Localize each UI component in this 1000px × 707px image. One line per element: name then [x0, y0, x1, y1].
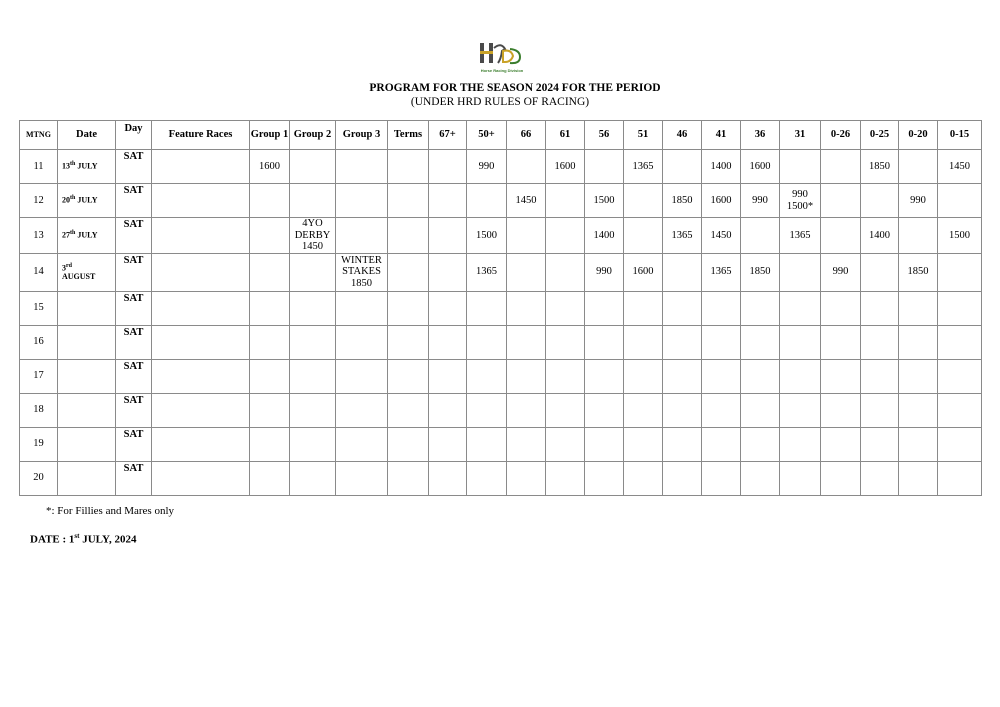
table-row: [20, 427, 982, 461]
day-cell: SAT: [116, 325, 152, 359]
race-cell: [336, 393, 388, 427]
race-cell: [250, 325, 290, 359]
race-cell: [507, 218, 546, 254]
mtng-cell: 20: [20, 461, 58, 495]
race-cell: [585, 150, 624, 184]
race-cell: [624, 184, 663, 218]
day-cell: SAT: [116, 461, 152, 495]
race-cell: [546, 253, 585, 291]
race-cell: [624, 325, 663, 359]
race-cell: 990: [821, 253, 861, 291]
day-cell: SAT: [116, 184, 152, 218]
column-header: MTNG: [20, 121, 58, 150]
day-cell: SAT: [116, 427, 152, 461]
table-row: [20, 461, 982, 495]
date-suffix: th: [70, 161, 76, 168]
race-cell: [250, 291, 290, 325]
race-cell: [861, 291, 899, 325]
table-row: [20, 359, 982, 393]
race-cell: [388, 461, 429, 495]
date-cell: [58, 427, 116, 461]
race-cell: [663, 461, 702, 495]
date-day: 13: [62, 161, 70, 171]
race-cell: [702, 393, 741, 427]
mtng-cell: 18: [20, 393, 58, 427]
date-suffix: rd: [66, 262, 72, 269]
race-cell: [624, 218, 663, 254]
column-header: Feature Races: [152, 121, 250, 150]
race-cell: [861, 461, 899, 495]
day-cell: SAT: [116, 218, 152, 254]
date-day: 20: [62, 195, 70, 205]
race-cell: [336, 291, 388, 325]
date-cell: [58, 291, 116, 325]
race-cell: [467, 325, 507, 359]
date-cell: [58, 359, 116, 393]
race-cell: [388, 291, 429, 325]
race-cell: 1365: [702, 253, 741, 291]
date-cell: [58, 393, 116, 427]
race-cell: [821, 291, 861, 325]
race-cell: [780, 253, 821, 291]
race-cell: [780, 461, 821, 495]
race-cell: [546, 218, 585, 254]
race-cell: [585, 325, 624, 359]
hrd-logo: [474, 40, 530, 76]
race-cell: [388, 325, 429, 359]
race-cell: 1400: [702, 150, 741, 184]
column-header: 36: [741, 121, 780, 150]
race-cell: [938, 461, 982, 495]
race-cell: 1365: [780, 218, 821, 254]
table-row: [20, 253, 982, 291]
mtng-cell: 11: [20, 150, 58, 184]
race-cell: [663, 359, 702, 393]
race-cell: [467, 359, 507, 393]
column-header: 41: [702, 121, 741, 150]
race-cell: [336, 325, 388, 359]
race-cell: [467, 291, 507, 325]
race-cell: 1500: [585, 184, 624, 218]
race-cell: [780, 359, 821, 393]
race-cell: [388, 427, 429, 461]
race-cell: [507, 359, 546, 393]
race-cell: [429, 184, 467, 218]
race-cell: 1450: [507, 184, 546, 218]
race-cell: 1365: [467, 253, 507, 291]
column-header: 61: [546, 121, 585, 150]
race-cell: 1400: [861, 218, 899, 254]
race-cell: [336, 150, 388, 184]
race-cell: [702, 359, 741, 393]
race-cell: [429, 218, 467, 254]
race-cell: 1500: [938, 218, 982, 254]
mtng-cell: 13: [20, 218, 58, 254]
column-header: Group 2: [290, 121, 336, 150]
column-header: 0-20: [899, 121, 938, 150]
race-cell: [507, 427, 546, 461]
date-cell: [58, 461, 116, 495]
race-cell: [546, 291, 585, 325]
race-cell: [780, 150, 821, 184]
race-cell: [938, 359, 982, 393]
page-title: PROGRAM FOR THE SEASON 2024 FOR THE PERIOD: [369, 82, 661, 94]
date-cell: [58, 218, 116, 254]
race-cell: [821, 393, 861, 427]
race-cell: 990: [467, 150, 507, 184]
race-cell: [152, 291, 250, 325]
program-table: [19, 120, 982, 496]
race-cell: [663, 325, 702, 359]
column-header: Day: [116, 121, 152, 150]
day-cell: SAT: [116, 291, 152, 325]
race-cell: 1500: [467, 218, 507, 254]
race-cell: [507, 253, 546, 291]
date-month: AUGUST: [62, 271, 96, 281]
race-cell: 1850: [663, 184, 702, 218]
column-header: 66: [507, 121, 546, 150]
race-cell: 1850: [899, 253, 938, 291]
table-row: [20, 218, 982, 254]
table-row: [20, 393, 982, 427]
race-cell: [741, 359, 780, 393]
day-cell: SAT: [116, 150, 152, 184]
race-cell: [780, 393, 821, 427]
race-cell: [429, 325, 467, 359]
race-cell: [336, 184, 388, 218]
race-cell: [546, 325, 585, 359]
race-cell: [336, 427, 388, 461]
race-cell: 990: [741, 184, 780, 218]
race-cell: [899, 291, 938, 325]
race-cell: 4YO DERBY 1450: [290, 218, 336, 254]
race-cell: [741, 325, 780, 359]
race-cell: [152, 184, 250, 218]
race-cell: [152, 325, 250, 359]
race-cell: [624, 291, 663, 325]
race-cell: [152, 218, 250, 254]
race-cell: [250, 393, 290, 427]
date-suffix: th: [70, 195, 76, 202]
race-cell: [388, 393, 429, 427]
race-cell: [429, 150, 467, 184]
race-cell: [546, 393, 585, 427]
race-cell: [507, 291, 546, 325]
race-cell: 1450: [938, 150, 982, 184]
date-cell: [58, 253, 116, 291]
race-cell: [741, 218, 780, 254]
date-day: 3: [62, 263, 66, 273]
column-header: 0-15: [938, 121, 982, 150]
race-cell: [507, 461, 546, 495]
race-cell: [388, 184, 429, 218]
race-cell: 990: [899, 184, 938, 218]
date-cell: [58, 184, 116, 218]
column-header: Date: [58, 121, 116, 150]
race-cell: [507, 150, 546, 184]
race-cell: [250, 253, 290, 291]
race-cell: [899, 325, 938, 359]
race-cell: [741, 427, 780, 461]
race-cell: [899, 218, 938, 254]
mtng-cell: 19: [20, 427, 58, 461]
table-row: [20, 325, 982, 359]
race-cell: [152, 359, 250, 393]
date-cell: [58, 325, 116, 359]
race-cell: [429, 427, 467, 461]
race-cell: 1450: [702, 218, 741, 254]
race-cell: 1365: [624, 150, 663, 184]
race-cell: [861, 325, 899, 359]
race-cell: [780, 427, 821, 461]
race-cell: [290, 427, 336, 461]
date-month: JULY: [75, 195, 98, 205]
date-suffix: th: [70, 230, 76, 237]
race-cell: 1850: [741, 253, 780, 291]
race-cell: [152, 253, 250, 291]
table-header-row: [20, 121, 982, 150]
race-cell: [290, 253, 336, 291]
race-cell: [467, 184, 507, 218]
race-cell: [624, 359, 663, 393]
race-cell: 1600: [624, 253, 663, 291]
race-cell: [388, 218, 429, 254]
race-cell: [821, 427, 861, 461]
race-cell: [467, 393, 507, 427]
race-cell: [624, 393, 663, 427]
column-header: 67+: [429, 121, 467, 150]
race-cell: [429, 253, 467, 291]
race-cell: [899, 150, 938, 184]
race-cell: [429, 291, 467, 325]
race-cell: [250, 427, 290, 461]
mtng-cell: 17: [20, 359, 58, 393]
table-body: [20, 150, 982, 496]
race-cell: [899, 461, 938, 495]
race-cell: 1600: [741, 150, 780, 184]
column-header: 46: [663, 121, 702, 150]
race-cell: [938, 427, 982, 461]
race-cell: [290, 150, 336, 184]
race-cell: [507, 325, 546, 359]
race-cell: [741, 461, 780, 495]
column-header: Terms: [388, 121, 429, 150]
race-cell: [336, 218, 388, 254]
race-cell: [388, 150, 429, 184]
race-cell: [821, 461, 861, 495]
race-cell: [861, 427, 899, 461]
race-cell: [290, 184, 336, 218]
page-subtitle: (UNDER HRD RULES OF RACING): [410, 96, 590, 108]
race-cell: [821, 184, 861, 218]
race-cell: [938, 325, 982, 359]
day-cell: SAT: [116, 359, 152, 393]
race-cell: [938, 184, 982, 218]
column-header: Group 3: [336, 121, 388, 150]
logo-caption: Horse Racing Division: [480, 68, 524, 73]
race-cell: [290, 359, 336, 393]
race-cell: [585, 393, 624, 427]
race-cell: [336, 359, 388, 393]
race-cell: [663, 393, 702, 427]
date-month: JULY: [75, 161, 98, 171]
race-cell: [429, 359, 467, 393]
column-header: 50+: [467, 121, 507, 150]
race-cell: [152, 427, 250, 461]
race-cell: [821, 325, 861, 359]
date-day: 27: [62, 230, 70, 240]
race-cell: [152, 150, 250, 184]
column-header: 0-25: [861, 121, 899, 150]
race-cell: [780, 325, 821, 359]
race-cell: [467, 461, 507, 495]
race-cell: [585, 461, 624, 495]
issue-date: [30, 532, 136, 546]
race-cell: [938, 253, 982, 291]
race-cell: [585, 359, 624, 393]
race-cell: 990: [585, 253, 624, 291]
race-cell: [546, 461, 585, 495]
race-cell: [663, 427, 702, 461]
mtng-cell: 14: [20, 253, 58, 291]
race-cell: [467, 427, 507, 461]
race-cell: [290, 393, 336, 427]
table-row: [20, 184, 982, 218]
race-cell: 1365: [663, 218, 702, 254]
column-header: 51: [624, 121, 663, 150]
race-cell: [336, 461, 388, 495]
race-cell: [290, 325, 336, 359]
race-cell: [429, 393, 467, 427]
race-cell: [585, 427, 624, 461]
race-cell: [546, 359, 585, 393]
race-cell: [250, 461, 290, 495]
race-cell: [702, 291, 741, 325]
day-cell: SAT: [116, 253, 152, 291]
race-cell: [250, 359, 290, 393]
race-cell: [250, 184, 290, 218]
race-cell: 1600: [546, 150, 585, 184]
race-cell: 1400: [585, 218, 624, 254]
column-header: 0-26: [821, 121, 861, 150]
mtng-cell: 16: [20, 325, 58, 359]
race-cell: [938, 291, 982, 325]
race-cell: [663, 253, 702, 291]
mtng-cell: 12: [20, 184, 58, 218]
column-header: 31: [780, 121, 821, 150]
table-row: [20, 291, 982, 325]
date-month: JULY: [75, 230, 98, 240]
race-cell: [250, 218, 290, 254]
race-cell: [585, 291, 624, 325]
table-row: [20, 150, 982, 184]
race-cell: [546, 184, 585, 218]
race-cell: [663, 150, 702, 184]
race-cell: [861, 253, 899, 291]
race-cell: [741, 393, 780, 427]
race-cell: [152, 461, 250, 495]
race-cell: [780, 291, 821, 325]
day-cell: SAT: [116, 393, 152, 427]
race-cell: [624, 461, 663, 495]
date-cell: [58, 150, 116, 184]
race-cell: [821, 218, 861, 254]
race-cell: [938, 393, 982, 427]
race-cell: [741, 291, 780, 325]
issue-date-suffix: JULY, 2024: [79, 533, 137, 546]
race-cell: [821, 150, 861, 184]
column-header: Group 1: [250, 121, 290, 150]
race-cell: [821, 359, 861, 393]
race-cell: [388, 253, 429, 291]
race-cell: [861, 359, 899, 393]
race-cell: [290, 461, 336, 495]
race-cell: [702, 461, 741, 495]
race-cell: [899, 359, 938, 393]
race-cell: 990 1500*: [780, 184, 821, 218]
race-cell: 1850: [861, 150, 899, 184]
race-cell: [152, 393, 250, 427]
issue-date-prefix: DATE : 1: [30, 533, 75, 546]
column-header: 56: [585, 121, 624, 150]
race-cell: [899, 427, 938, 461]
race-cell: [546, 427, 585, 461]
race-cell: [702, 427, 741, 461]
race-cell: [861, 393, 899, 427]
race-cell: [899, 393, 938, 427]
race-cell: 1600: [702, 184, 741, 218]
race-cell: [507, 393, 546, 427]
race-cell: [429, 461, 467, 495]
race-cell: [702, 325, 741, 359]
race-cell: [290, 291, 336, 325]
race-cell: [388, 359, 429, 393]
footnote: *: For Fillies and Mares only: [46, 505, 175, 517]
race-cell: [861, 184, 899, 218]
race-cell: 1600: [250, 150, 290, 184]
mtng-cell: 15: [20, 291, 58, 325]
race-cell: WINTER STAKES 1850: [336, 253, 388, 291]
race-cell: [624, 427, 663, 461]
race-cell: [663, 291, 702, 325]
issue-date-sup: st: [74, 532, 80, 540]
